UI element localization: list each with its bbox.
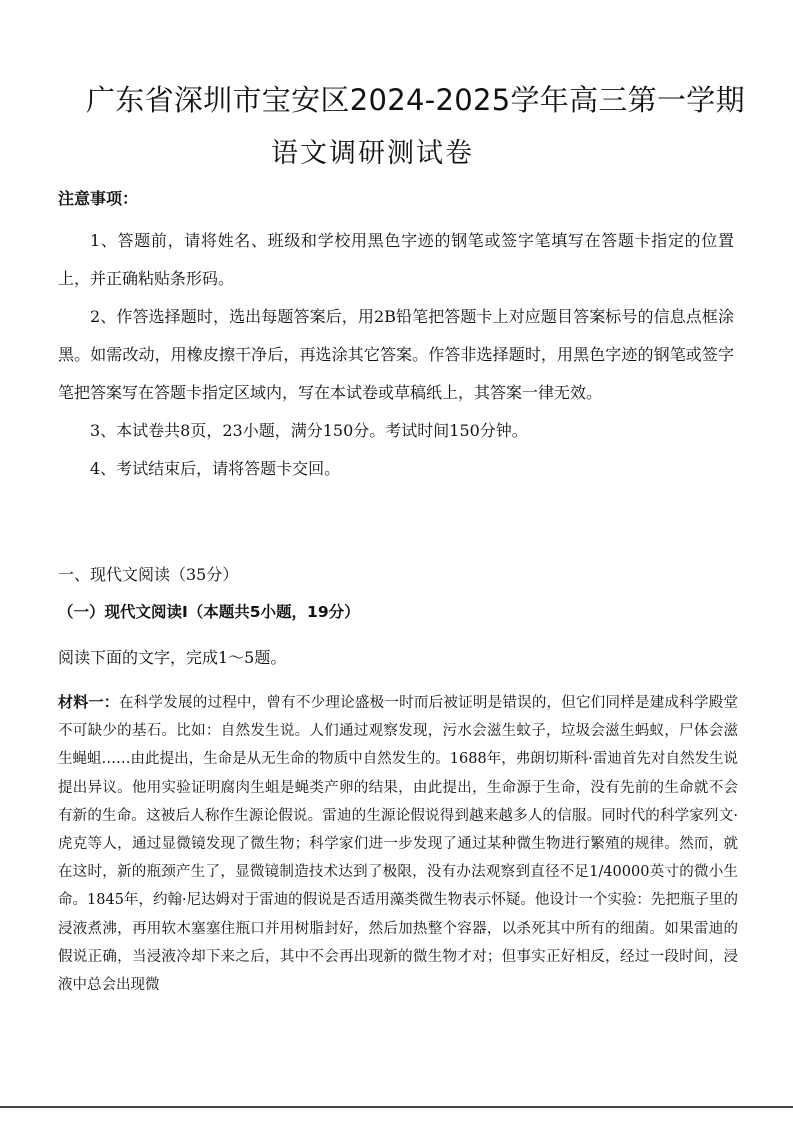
exam-subtitle: 语文调研测试卷	[271, 138, 474, 169]
material-text: 在科学发展的过程中，曾有不少理论盛极一时而后被证明是错误的，但它们同样是建成科学殿堂不可缺少的基石。比如：自然发生说。人们通过观察发现，污水会滋生蚊子，垃圾会滋生蚂蚁，尸体会滋生蝇蛆……由此提出，生命是从无生命的物质中自然发生的。1688年，弗朗切斯科·雷迪首先对自然发生说提出异议。他用实验证明腐肉生蛆是蝇类产卵的结果，由此提出，生命源于生命，没有先前的生命就不会有新的生命。这被后人称作生源论假说。雷迪的生源论假说得到越来越多人的信服。同时代的科学家列文·虎克等人，通过显微镜发现了微生物；科学家们进一步发现了通过某种微生物进行繁殖的规律。然而，就在这时，新的瓶颈产生了，显微镜制造技术达到了极限，没有办法观察到直径不足1/40000英寸的微小生命。1845年，约翰·尼达姆对于雷迪的假说是否适用藻类微生物表示怀疑。他设计一个实验：先把瓶子里的浸液煮沸，再用软木塞塞住瓶口并用树脂封好，然后加热整个容器，以杀死其中所有的细菌。如果雷迪的假说正确，当浸液冷却下来之后，其中不会再出现新的微生物才对；但事实正好相反，经过一段时间，浸液中总会出现微	[58, 695, 738, 994]
material-label: 材料一：	[58, 693, 119, 711]
section-heading: 一、现代文阅读（35分）	[58, 565, 239, 584]
material-passage	[58, 688, 738, 999]
reading-instruction: 阅读下面的文字，完成1～5题。	[58, 648, 287, 667]
notice-item: 2、作答选择题时，选出每题答案后，用2B铅笔把答题卡上对应题目答案标号的信息点框涂黑。如需改动，用橡皮擦干净后，再选涂其它答案。作答非选择题时，用黑色字迹的钢笔或签字笔把答案写在答题卡指定区域内，写在本试卷或草稿纸上，其答案一律无效。	[58, 307, 734, 402]
notice-heading: 注意事项：	[58, 189, 139, 208]
notice-item: 3、本试卷共8页，23小题，满分150分。考试时间150分钟。	[90, 421, 528, 440]
subsection-heading: （一）现代文阅读Ⅰ（本题共5小题，19分）	[58, 603, 360, 621]
notice-list	[58, 222, 734, 488]
page-bottom-rule	[0, 1106, 793, 1108]
exam-title: 广东省深圳市宝安区2024-2025学年高三第一学期	[86, 83, 745, 117]
notice-item: 1、答题前，请将姓名、班级和学校用黑色字迹的钢笔或签字笔填写在答题卡指定的位置上，并正确粘贴条形码。	[58, 231, 734, 288]
notice-item: 4、考试结束后，请将答题卡交回。	[90, 459, 341, 478]
